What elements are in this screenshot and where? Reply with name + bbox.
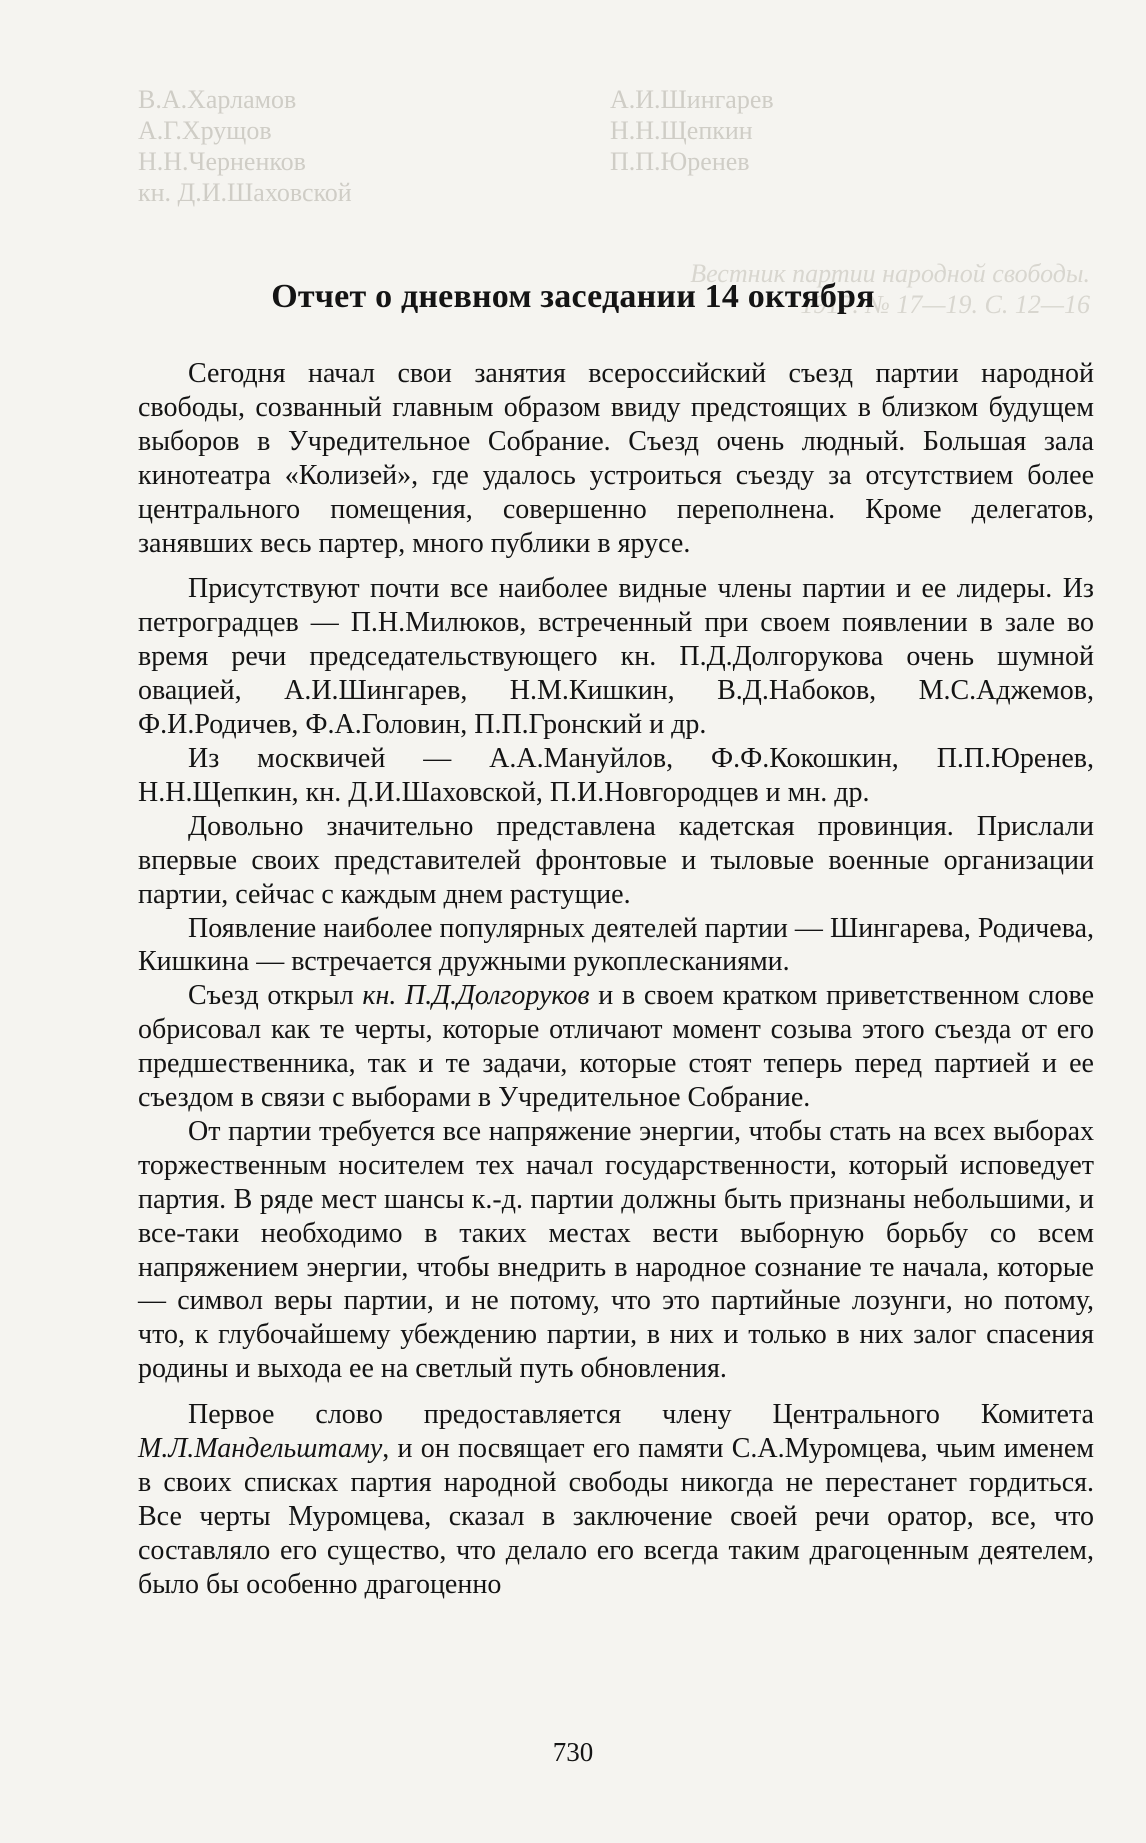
paragraph-8 (138, 1398, 1094, 1601)
paragraph-6-before: Съезд открыл (188, 980, 363, 1012)
paragraph-7: От партии требуется все напряжение энергии, чтобы стать на всех выборах торжественным носителем тех начал государственности, который исповедует партия. В ряде мест шансы к.-д. партии должны быть признаны небольшими, и все-таки необходимо в таких местах вести выборную борьбу со всем напряжением энергии, чтобы внедрить в народное сознание те начала, которые — символ веры партии, и не потому, что это партийные лозунги, но потому, что, к глубочайшему убеждению партии, в них и только в них залог спасения родины и выхода ее на светлый путь обновления. (138, 1115, 1094, 1385)
paragraph-8-italic: М.Л.Мандельштаму (138, 1433, 383, 1465)
page-title: Отчет о дневном заседании 14 октября (271, 278, 875, 315)
paragraph-3: Из москвичей — А.А.Мануйлов, Ф.Ф.Кокошкин, П.П.Юренев, Н.Н.Щепкин, кн. Д.И.Шаховской, П.И.Новгородцев и мн. др. (138, 742, 1094, 808)
paragraph-6 (138, 979, 1094, 1115)
paragraph-2: Присутствуют почти все наиболее видные члены партии и ее лидеры. Из петроградцев — П.Н.Милюков, встреченный при своем появлении в зале во время речи председательствующего кн. П.Д.Долгорукова очень шумной овацией, А.И.Шингарев, Н.М.Кишкин, В.Д.Набоков, М.С.Аджемов, Ф.И.Родичев, Ф.А.Головин, П.П.Гронский и др. (138, 573, 1094, 741)
paragraph-5: Появление наиболее популярных деятелей партии — Шингарева, Родичева, Кишкина — встречается дружными рукоплесканиями. (138, 912, 1094, 978)
paragraph-4: Довольно значительно представлена кадетская провинция. Прислали впервые своих представителей фронтовые и тыловые военные организации партии, сейчас с каждым днем растущие. (138, 810, 1094, 910)
bleed-through-names-right: А.И.Шингарев Н.Н.Щепкин П.П.Юренев (610, 85, 774, 176)
paragraph-1: Сегодня начал свои занятия всероссийский съезд партии народной свободы, созванный главным образом ввиду предстоящих в близком будущем выборов в Учредительное Собрание. Съезд очень людный. Большая зала кинотеатра «Колизей», где удалось устроиться съезду за отсутствием более центрального помещения, совершенно переполнена. Кроме делегатов, занявших весь партер, много публики в ярусе. (138, 358, 1094, 559)
bleed-through-names-left: В.А.Харламов А.Г.Хрущов Н.Н.Черненков кн. Д.И.Шаховской (138, 85, 352, 207)
page-number: 730 (552, 1737, 594, 1767)
paragraph-8-before: Первое слово предоставляется члену Центрального Комитета (188, 1399, 1094, 1431)
bleed-through-citation: Вестник партии народной свободы. 1917. № 17—19. С. 12—16 (690, 259, 1090, 319)
paragraph-6-italic: кн. П.Д.Долгоруков (362, 980, 590, 1012)
paragraph-6-after: и в своем кратком приветственном слове обрисовал как те черты, которые отличают момент созыва этого съезда от его предшественника, так и те задачи, которые стоят теперь перед партией и ее съездом в связи с выборами в Учредительное Собрание. (138, 980, 1094, 1114)
article-body (138, 357, 1094, 1602)
paragraph-8-after: , и он посвящает его памяти С.А.Муромцева, чьим именем в своих списках партия народной свободы никогда не перестанет гордиться. Все черты Муромцева, сказал в заключение своей речи оратор, все, что составляло его существо, что делало его всегда таким драгоценным деятелем, было бы особенно драгоценно (138, 1433, 1094, 1600)
